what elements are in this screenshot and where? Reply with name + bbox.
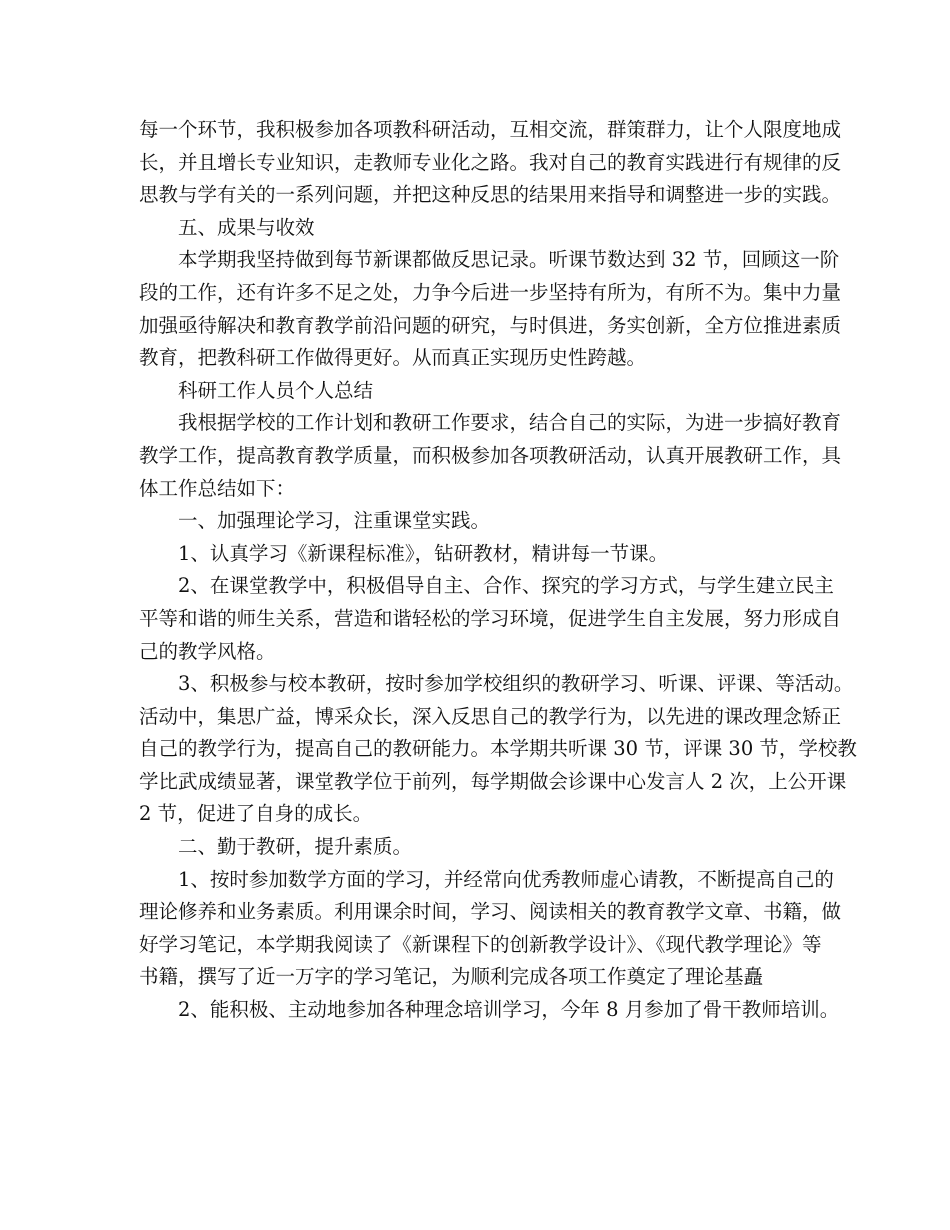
text-line: 思教与学有关的一系列问题，并把这种反思的结果用来指导和调整进一步的实践。 (139, 183, 842, 207)
text-line: 2、能积极、主动地参加各种理念培训学习，今年 8 月参加了骨干教师培训。 (178, 998, 840, 1022)
text-line: 加强亟待解决和教育教学前沿问题的研究，与时俱进，务实创新，全方位推进素质 (139, 313, 842, 337)
text-line: 书籍，撰写了近一万字的学习笔记，为顺利完成各项工作奠定了理论基矗 (139, 965, 764, 989)
text-line: 自己的教学行为，提高自己的教研能力。本学期共听课 30 节，评课 30 节，学校教 (139, 737, 857, 761)
text-line: 教学工作，提高教育教学质量，而积极参加各项教研活动，认真开展教研工作，具 (139, 443, 842, 467)
document-body (139, 114, 857, 1027)
text-line: 五、成果与收效 (178, 215, 315, 239)
text-line: 段的工作，还有许多不足之处，力争今后进一步坚持有所为，有所不为。集中力量 (139, 280, 842, 304)
text-line: 体工作总结如下： (139, 476, 296, 500)
text-line: 1、认真学习《新课程标准》，钻研教材，精讲每一节课。 (178, 541, 669, 565)
text-line: 学比武成绩显著，课堂教学位于前列，每学期做会诊课中心发言人 2 次，上公开课 (139, 769, 847, 793)
text-line: 2、在课堂教学中，积极倡导自主、合作、探究的学习方式，与学生建立民主 (178, 574, 834, 598)
text-line: 科研工作人员个人总结 (178, 378, 374, 402)
text-line: 活动中，集思广益，博采众长，深入反思自己的教学行为，以先进的课改理念矫正 (139, 704, 842, 728)
text-line: 理论修养和业务素质。利用课余时间，学习、阅读相关的教育教学文章、书籍，做 (139, 900, 842, 924)
text-line: 我根据学校的工作计划和教研工作要求，结合自己的实际，为进一步搞好教育 (178, 411, 842, 435)
text-line: 本学期我坚持做到每节新课都做反思记录。听课节数达到 32 节，回顾这一阶 (178, 248, 840, 272)
text-line: 1、按时参加数学方面的学习，并经常向优秀教师虚心请教，不断提高自己的 (178, 867, 834, 891)
text-line: 长，并且增长专业知识，走教师专业化之路。我对自己的教育实践进行有规律的反 (139, 150, 842, 174)
text-line: 一、加强理论学习，注重课堂实践。 (178, 509, 491, 533)
text-line: 平等和谐的师生关系，营造和谐轻松的学习环境，促进学生自主发展，努力形成自 (139, 606, 842, 630)
text-line: 己的教学风格。 (139, 639, 276, 663)
text-line: 二、勤于教研，提升素质。 (178, 835, 413, 859)
text-line: 好学习笔记，本学期我阅读了《新课程下的创新教学设计》、《现代教学理论》等 (139, 932, 822, 956)
text-line: 2 节，促进了自身的成长。 (139, 802, 373, 826)
text-line: 教育，把教科研工作做得更好。从而真正实现历史性跨越。 (139, 346, 647, 370)
text-line: 3、积极参与校本教研，按时参加学校组织的教研学习、听课、评课、等活动。 (178, 672, 854, 696)
text-line: 每一个环节，我积极参加各项教科研活动，互相交流，群策群力，让个人限度地成 (139, 118, 842, 141)
